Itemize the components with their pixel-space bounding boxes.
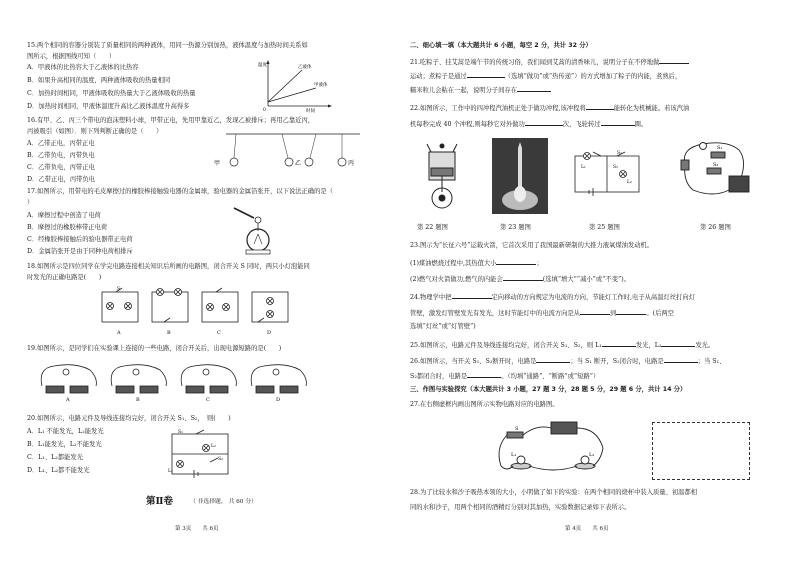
q18-stem-line1: 18.如图所示是四位同学在学完电路连接相关知识后所画的电路图，闭合开关 S 同时，两只小灯泡能同 [27,263,310,270]
q15-option-b: B．如果升高相同的温度，两种液体吸收的热量相同 [27,77,171,84]
fill-section-heading: 二、细心填一填（本大题共计 6 小题，每空 2 分，共计 32 分） [410,42,592,49]
fig25-label-l1: L₁ [581,165,586,170]
fig26-caption: 第 26 题图 [700,224,731,231]
q20-option-c: C．L₁、L₂都能发光 [27,454,84,461]
q16-option-d: D．乙带正电，丙带负电 [27,176,96,183]
fig23-caption: 第 23 题图 [500,224,531,231]
q19-label-a: A [66,397,70,403]
q18-stem-line2: 时发光的正确电路是( ) [27,274,102,281]
q15-option-a: A．甲液体的比热容大于乙液体的比热容 [27,64,139,71]
q23-line1: 23.图示为“长征六号”运载火箭，它首次采用了我国最新研制的大推力液氧煤油发动机。 [410,242,654,249]
q17-option-c: C．经橡胶棒接触后的验电器带正电荷 [27,236,133,243]
q23-line2: (1)煤油燃烧过程中,其热值大小 ； [410,260,543,267]
fig26-label-s1: S₁ [717,145,723,151]
q17-option-d: D．金属箔张开是由于同种电荷相排斥 [27,248,133,255]
q16-ball-label-jia: 甲 [214,160,221,167]
q27-physical-circuit [493,418,619,476]
q27-label-l1: L₁ [511,452,517,458]
q21-line3: 糯米粒儿会粘在一起，说明分子间存在 [410,85,551,94]
q15-graph-origin: 0 [263,108,266,113]
q18-label-d: D [267,330,272,336]
q27-label-l2: L₂ [589,452,595,458]
q18-label-c: C [217,330,221,336]
q22-line2: 机每秒完成 40 个冲程,则每秒它对外做功 次，飞轮转过 圈。 [410,121,648,128]
q15-graph-series-b: 甲液体 [314,83,328,88]
q19-label-b: B [136,397,140,403]
q20-option-d: D．L₁、L₂都不能发光 [27,467,90,474]
q15-option-c: C．加热时间相同，甲液体吸收的热量大于乙液体吸收的热量 [27,90,196,97]
fig25-label-l2: L₂ [627,180,632,185]
fig23-rocket-photo [492,138,548,214]
right-page-footer: 第 4页 共 6页 [565,526,609,532]
q24-line2: 管壁，激发灯管壁发光有发光，这时节能灯中的电流方向是从 到 。(后两空 [410,310,674,317]
q17-stem-line1: 17.如图所示，用带电的毛皮摩擦过的橡胶棒接触验电器的金属球，验电器的金属箔张开，以下说法正确的是（ [27,188,333,195]
experiment-section-heading: 三、作图与实验探究（本大题共计 3 小题，27 题 3 分，28 题 5 分，29 题 6 分，共计 14 分） [410,386,687,393]
q16-option-b: B．乙带负电，丙带负电 [27,152,95,159]
q19-label-c: C [206,397,210,403]
fig25-label-s2: S₂ [613,165,618,170]
fig22-caption: 第 22 题图 [417,224,448,231]
q15-graph-xlabel: 时间 [306,109,315,114]
q22-line1: 22.如图所示，工作中的四冲程汽油机正处于做功冲程,该冲程将 能转化为机械能。若该汽油 [410,105,690,112]
q27-stem: 27.在右侧虚框内画出图所示实物电路对应的电路图。 [410,401,559,408]
q28-line1: 28.为了比较水和沙子吸热本领的大小，小明做了如下的实验：在两个相同的烧杯中装入质量、初温都相 [410,489,698,496]
q20-label-s2: S₂ [218,457,223,462]
q24-line3: 选填“灯丝”或“灯管壁”) [410,323,476,330]
q21-line2: 运动；煮粽子是通过 （选填“做功”或“热传递”）的方式增加了粽子的内能，煮熟后， [410,73,682,80]
q20-circuit-figure [166,428,236,480]
q19-label-d: D [276,397,281,403]
q23-line3: (2)燃气对火箭做功,燃气的内能会 (选填“增大”“减小”或“不变”)。 [410,276,630,283]
q18-label-a: A [117,330,121,336]
q15-option-d: D．加热时间相同，甲液体温度升高比乙液体温度升高得多 [27,103,190,110]
q15-stem-line1: 15.两个相同的容器分别装了质量相同的两种液体，用同一热源分别加热，液体温度与加热时间关系如 [27,42,308,49]
q27-answer-box[interactable] [652,422,750,480]
q27-label-s: S [515,426,519,432]
q16-option-a: A．乙带正电，丙带正电 [27,140,95,147]
q20-label-l1: L₁ [168,469,173,474]
q20-option-b: B．L₁能发光，L₂不能发光 [27,441,102,448]
q20-stem: 20.如图所示，电路元件及导线连接均完好，闭合开关 S₁、S₂， 则( ) [27,415,231,422]
q24-line1: 24.物理学中把 定向移动的方向规定为电流的方向，节能灯工作时,电子从高温灯丝打向灯 [410,294,696,301]
q17-option-b: B．摩擦过的橡胶棒带正电荷 [27,224,108,231]
q15-temp-time-graph [258,58,333,113]
fig26-label-s2: S₂ [713,162,719,168]
q20-label-l2: L₂ [211,444,216,449]
q19-stem: 19.如图所示，是同学们在实验课上连接的一些电路，闭合开关后，出现电源短路的是( ) [27,345,282,352]
q16-ball-label-bing: 丙 [348,160,355,167]
q16-option-c: C．乙带负电，丙带正电 [27,164,95,171]
q26-line2: S₂都闭合时，电路是 。（均填“通路”、“断路”或“短路”） [410,373,600,380]
q18-circuit-diagrams [98,286,298,338]
q18-label-b: B [167,330,171,336]
q25-line: 25.如图所示，电路元件及导线连接均完好，闭合开关 S₁、S₂，则 L₁ 发光，L₂ 发光。 [410,342,715,349]
q15-graph-ylabel: 温度 [258,63,267,68]
q15-graph-series-a: 乙液体 [298,65,312,70]
q16-stem-line1: 16.有甲、乙、丙三个带电的泡沫塑料小球，甲带正电，先用甲靠近乙，发现乙被排斥；再用乙靠近丙， [27,117,315,124]
q19-physical-circuits [36,356,316,402]
fig25-circuit [569,150,645,198]
section2-note: （ 非选择题， 共 60 分） [190,499,257,505]
q17-option-a: A．摩擦过程中创造了电荷 [27,212,101,219]
q15-stem-line2: 图所示，根据图线可知（ ） [27,53,116,60]
q16-ball-label-yi: 乙 [295,160,302,167]
q20-option-a: A．L₁ 不能发光，L₂能发光 [27,428,104,435]
q18-switch-label: S [117,287,121,292]
q16-stem-line2: 丙被吸引（如图）．则下列判断正确的是（ ） [27,128,163,135]
q16-charged-balls-figure [212,134,362,176]
fig26-physical-circuit [673,138,763,208]
q21-line1: 21.吃粽子、挂艾蒿是端午节的传统习俗，我们闻到艾蒿的清香味儿，说明分子在不停地做 [410,57,689,66]
q17-stem-line1b: ） [27,199,34,206]
fig25-label-s1: S₁ [617,151,622,156]
left-page-footer: 第 3页 共 6页 [175,526,219,532]
q17-electroscope-figure [232,204,282,256]
fig25-caption: 第 25 题图 [589,224,620,231]
q28-line2: 同的水和沙子，用两个相同的酒精灯分别对其加热，实验数据记录如下表所示。 [410,504,631,511]
right-page [397,0,794,561]
q20-label-s1: S₁ [178,430,183,435]
q26-line1: 26.如图所示，当开关 S₁、S₂断开时，电路是 ；当 S₁ 断开，S₂闭合时，电路是 ；当 S₁、 [410,358,726,365]
section2-title: 第Ⅱ卷 [146,496,174,507]
fig22-engine-cylinder [419,138,465,214]
